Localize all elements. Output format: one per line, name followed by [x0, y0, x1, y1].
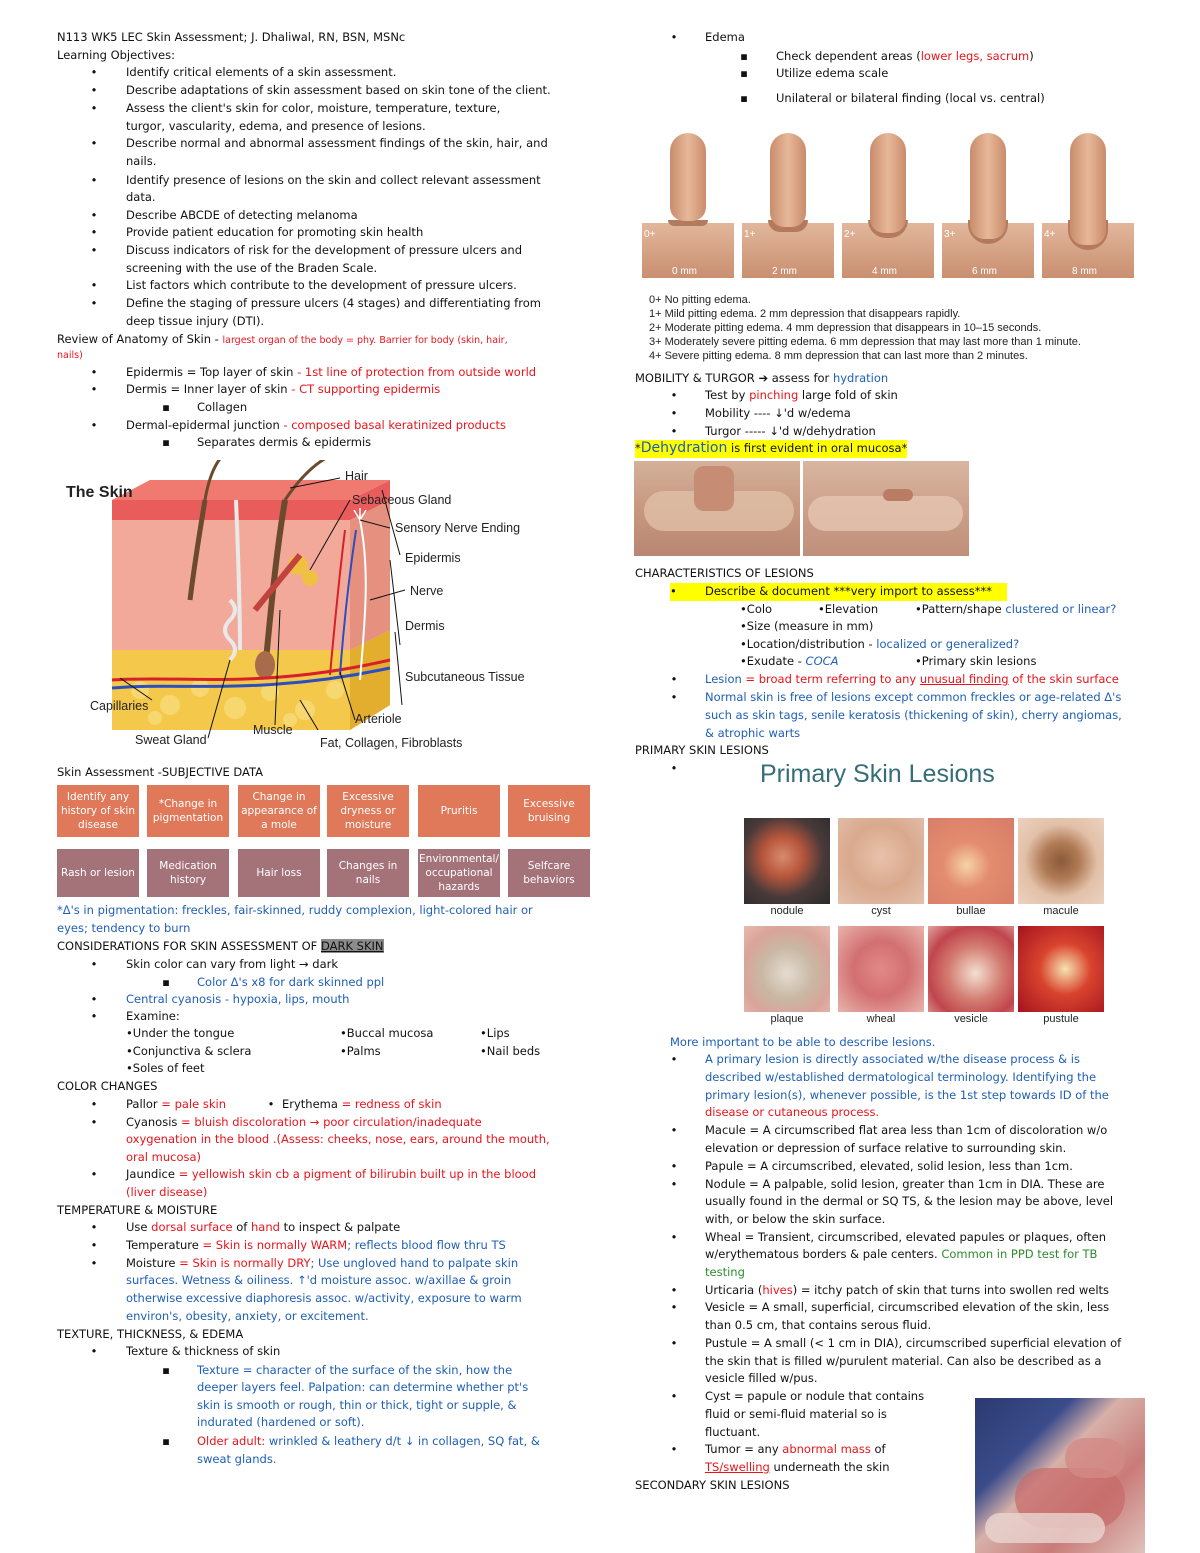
mm-label: 4 mm — [872, 266, 897, 277]
objective-item: Describe adaptations of skin assessment based on skin tone of the client. — [126, 83, 551, 97]
dermis-item: Dermis = Inner layer of skin - CT supporting epidermis — [126, 382, 441, 396]
exam-site: •Buccal mucosa — [340, 1026, 434, 1040]
finger — [1070, 133, 1106, 245]
diagram-label: Fat, Collagen, Fibroblasts — [320, 736, 463, 750]
bullet: • — [670, 1442, 678, 1456]
bullet: • — [90, 83, 98, 97]
subjective-heading: Skin Assessment -SUBJECTIVE DATA — [57, 765, 264, 779]
lesion-photo — [744, 818, 830, 904]
exam-site: •Conjunctiva & sclera — [126, 1044, 252, 1058]
edema-panel — [742, 128, 834, 278]
primary-def: disease or cutaneous process. — [705, 1105, 880, 1119]
moisture-cont: otherwise excessive diaphoresis assoc. w/activity, exposure to warm — [126, 1291, 522, 1305]
bullet: • — [670, 424, 678, 438]
use-item: Use dorsal surface of hand to inspect & palpate — [126, 1220, 401, 1234]
pinch-item: Test by pinching large fold of skin — [705, 388, 898, 402]
texture-def: deeper layers feel. Palpation: can determine whether pt's — [197, 1380, 529, 1394]
bullet: • — [90, 1009, 98, 1023]
objective-item: data. — [126, 190, 156, 204]
pigmentation-note: *Δ's in pigmentation: freckles, fair-skinned, ruddy complexion, light-colored hair or — [57, 903, 533, 917]
objective-item: List factors which contribute to the development of pressure ulcers. — [126, 278, 517, 292]
junction-item: Dermal-epidermal junction - composed basal keratinized products — [126, 418, 506, 432]
lesion-char: •Pattern/shape clustered or linear? — [915, 602, 1117, 616]
tumor-def: TS/swelling underneath the skin — [705, 1460, 890, 1474]
diagram-label: Arteriole — [355, 712, 402, 726]
lesion-photo — [1018, 926, 1104, 1012]
bullet: • — [670, 1336, 678, 1350]
normal-skin-cont: such as skin tags, senile keratosis (thickening of skin), cherry angiomas, — [705, 708, 1122, 722]
bullet: • — [670, 672, 678, 686]
bullet: • — [670, 761, 678, 775]
mobility-item: Mobility ---- ↓'d w/edema — [705, 406, 851, 420]
pitting-edema-figure — [637, 108, 1145, 368]
bullet: ▪ — [740, 66, 748, 80]
subjective-box: Medication history — [147, 849, 229, 897]
secondary-lesions-heading: SECONDARY SKIN LESIONS — [635, 1478, 790, 1492]
vesicle-def: than 0.5 cm, that contains serous fluid. — [705, 1318, 932, 1332]
diagram-label: Epidermis — [405, 551, 461, 565]
texture-def: Texture = character of the surface of the skin, how the — [197, 1363, 513, 1377]
urticaria-photo — [975, 1398, 1145, 1553]
diagram-label: Nerve — [410, 584, 444, 598]
bullet: • — [90, 1256, 98, 1270]
edema-legend-line: 0+ No pitting edema. — [649, 294, 751, 306]
bullet: • — [90, 101, 98, 115]
skin-diagram — [60, 460, 540, 755]
finger — [670, 133, 706, 221]
primary-def: described w/established dermatological terminology. Identifying the — [705, 1070, 1097, 1084]
lesion-photo — [838, 926, 924, 1012]
texture-heading: TEXTURE, THICKNESS, & EDEMA — [57, 1327, 244, 1341]
bullet: • — [670, 30, 678, 44]
jaundice-cont: (liver disease) — [126, 1185, 208, 1199]
turgor-item: Turgor ----- ↓'d w/dehydration — [705, 424, 876, 438]
bullet: • — [670, 1283, 678, 1297]
bullet: • — [670, 388, 678, 402]
grade-label: 2+ — [844, 229, 856, 240]
lesion-photo — [1018, 818, 1104, 904]
papule-def: Papule = A circumscribed, elevated, solid lesion, less than 1cm. — [705, 1159, 1073, 1173]
erythema-item: Erythema = redness of skin — [282, 1097, 442, 1111]
lesion-char: •Elevation — [818, 602, 879, 616]
edema-check: Check dependent areas (lower legs, sacrum) — [776, 49, 1034, 63]
mm-label: 2 mm — [772, 266, 797, 277]
dark-skin-heading: CONSIDERATIONS FOR SKIN ASSESSMENT OF DARK SKIN — [57, 939, 384, 953]
lesion-photo — [928, 818, 1014, 904]
lesion-caption: plaque — [770, 1013, 804, 1025]
lesion-photo — [838, 818, 924, 904]
lesions-heading: CHARACTERISTICS OF LESIONS — [635, 566, 814, 580]
primary-def: primary lesion(s), whenever possible, is the 1st step towards ID of the — [705, 1088, 1109, 1102]
bullet: • — [90, 418, 98, 432]
bullet: • — [670, 690, 678, 704]
subjective-box: Excessive dryness or moisture — [327, 785, 409, 837]
wheal-def: Wheal = Transient, circumscribed, elevated papules or plaques, often — [705, 1230, 1106, 1244]
finger — [770, 133, 806, 227]
describe-item: • Describe & document ***very import to assess*** — [670, 583, 1007, 601]
edema-legend-line: 3+ Moderately severe pitting edema. 6 mm depression that may last more than 1 minute. — [649, 336, 1081, 348]
pustule-def: vesicle filled w/pus. — [705, 1371, 818, 1385]
finger — [970, 133, 1006, 239]
bullet: ▪ — [740, 49, 748, 63]
dehydration-note: *Dehydration is first evident in oral mucosa* — [635, 440, 908, 456]
objective-item: deep tissue injury (DTI). — [126, 314, 265, 328]
pustule-def: the skin that is filled w/purulent material. Can also be described as a — [705, 1354, 1102, 1368]
objective-item: turgor, vascularity, edema, and presence of lesions. — [126, 119, 426, 133]
mm-label: 8 mm — [1072, 266, 1097, 277]
texture-item: Texture & thickness of skin — [126, 1344, 281, 1358]
skin-tenting-photo — [803, 461, 969, 556]
more-important: More important to be able to describe lesions. — [670, 1035, 936, 1049]
bullet: • — [90, 382, 98, 396]
diagram-label: Muscle — [253, 723, 293, 737]
pustule-def: Pustule = A small (< 1 cm in DIA), circumscribed superficial elevation of — [705, 1336, 1122, 1350]
bullet: • — [90, 136, 98, 150]
subjective-box: Changes in nails — [327, 849, 409, 897]
examine-item: Examine: — [126, 1009, 180, 1023]
subjective-box: Pruritis — [418, 785, 500, 837]
subjective-box: Rash or lesion — [57, 849, 139, 897]
subjective-box: Selfcare behaviors — [508, 849, 590, 897]
epidermis-item: Epidermis = Top layer of skin - 1st line of protection from outside world — [126, 365, 537, 379]
lesion-caption: vesicle — [954, 1013, 988, 1025]
mobility-heading: MOBILITY & TURGOR ➔ assess for hydration — [635, 371, 889, 385]
wheal-def: w/erythematous borders & pale centers. Common in PPD test for TB — [705, 1247, 1098, 1261]
lesion-def: Lesion = broad term referring to any unusual finding of the skin surface — [705, 672, 1119, 686]
nodule-def: Nodule = A palpable, solid lesion, greater than 1cm in DIA. These are — [705, 1177, 1105, 1191]
lesion-char: •Size (measure in mm) — [740, 619, 874, 633]
grade-label: 0+ — [644, 229, 656, 240]
edema-panel — [842, 128, 934, 278]
bullet: • — [670, 1389, 678, 1403]
lesion-char: •Exudate - COCA — [740, 654, 839, 668]
macule-def: Macule = A circumscribed flat area less than 1cm of discoloration w/o — [705, 1123, 1108, 1137]
objective-item: Describe normal and abnormal assessment findings of the skin, hair, and — [126, 136, 548, 150]
lesion-caption: bullae — [956, 905, 986, 917]
lesion-caption: macule — [1043, 905, 1079, 917]
edema-scale: Utilize edema scale — [776, 66, 889, 80]
edema-item: Edema — [705, 30, 745, 44]
wheal-def: testing — [705, 1265, 745, 1279]
objective-item: Define the staging of pressure ulcers (4 stages) and differentiating from — [126, 296, 541, 310]
cyanosis-item: Cyanosis = bluish discoloration → poor circulation/inadequate — [126, 1115, 482, 1129]
normal-skin-cont: & atrophic warts — [705, 726, 801, 740]
objective-item: nails. — [126, 154, 157, 168]
primary-lesions-heading: PRIMARY SKIN LESIONS — [635, 743, 769, 757]
exam-site: •Palms — [340, 1044, 381, 1058]
bullet: ▪ — [162, 400, 170, 414]
lesion-caption: pustule — [1043, 1013, 1079, 1025]
primary-lesions-figure — [732, 760, 1150, 1030]
figure-title: Primary Skin Lesions — [760, 760, 995, 788]
pallor-item: Pallor = pale skin — [126, 1097, 226, 1111]
bullet: ▪ — [162, 975, 170, 989]
objective-item: Provide patient education for promoting skin health — [126, 225, 424, 239]
cyanosis-cont: oral mucosa) — [126, 1150, 202, 1164]
page-title: N113 WK5 LEC Skin Assessment; J. Dhaliwal, RN, BSN, MSNc — [57, 30, 406, 44]
bullet: • — [90, 1115, 98, 1129]
bullet: • — [90, 1167, 98, 1181]
diagram-title: The Skin — [66, 484, 133, 501]
bullet: • — [670, 1159, 678, 1173]
vesicle-def: Vesicle = A small, superficial, circumscribed elevation of the skin, less — [705, 1300, 1110, 1314]
bullet: • — [670, 1177, 678, 1191]
lesion-photo — [744, 926, 830, 1012]
temp-item: Temperature = Skin is normally WARM; reflects blood flow thru TS — [126, 1238, 506, 1252]
pigmentation-note-cont: eyes; tendency to burn — [57, 921, 191, 935]
exam-site: •Nail beds — [480, 1044, 541, 1058]
bullet: ▪ — [162, 1434, 170, 1448]
bullet: • — [90, 1344, 98, 1358]
objective-item: screening with the use of the Braden Scale. — [126, 261, 378, 275]
cyst-def: Cyst = papule or nodule that contains — [705, 1389, 925, 1403]
macule-def: elevation or depression of surface relative to surrounding skin. — [705, 1141, 1067, 1155]
older-adult-item: Older adult: wrinkled & leathery d/t ↓ in collagen, SQ fat, & — [197, 1434, 540, 1448]
temperature-heading: TEMPERATURE & MOISTURE — [57, 1203, 218, 1217]
finger — [870, 133, 906, 233]
bullet: • — [90, 365, 98, 379]
edema-unilateral: Unilateral or bilateral finding (local vs. central) — [776, 91, 1045, 105]
anatomy-heading-cont: nails) — [57, 350, 83, 361]
edema-panel — [1042, 128, 1134, 278]
exam-site: •Lips — [480, 1026, 510, 1040]
edema-panel — [642, 128, 734, 278]
lesion-caption: nodule — [770, 905, 804, 917]
subjective-box: Hair loss — [238, 849, 320, 897]
normal-skin: Normal skin is free of lesions except common freckles or age-related Δ's — [705, 690, 1122, 704]
bullet: • — [90, 1097, 98, 1111]
grade-label: 4+ — [1044, 229, 1056, 240]
lesion-caption: wheal — [866, 1013, 896, 1025]
diagram-label: Sebaceous Gland — [352, 493, 452, 507]
anatomy-heading: Review of Anatomy of Skin - largest organ of the body = phy. Barrier for body (skin, hair, — [57, 332, 508, 346]
subjective-box: Environmental/ occupational hazards — [418, 849, 500, 897]
bullet: • — [90, 296, 98, 310]
mm-label: 6 mm — [972, 266, 997, 277]
bullet: ▪ — [162, 1363, 170, 1377]
bullet: • — [90, 208, 98, 222]
diagram-label: Dermis — [405, 619, 445, 633]
lesion-char: •Primary skin lesions — [915, 654, 1037, 668]
diagram-label: Subcutaneous Tissue — [405, 670, 525, 684]
bullet: • — [670, 1300, 678, 1314]
color-delta-item: Color Δ's x8 for dark skinned ppl — [197, 975, 385, 989]
objective-item: Identify critical elements of a skin assessment. — [126, 65, 397, 79]
bullet: • — [90, 957, 98, 971]
primary-def: A primary lesion is directly associated w/the disease process & is — [705, 1052, 1080, 1066]
objective-item: Assess the client's skin for color, moisture, temperature, texture, — [126, 101, 501, 115]
lesion-photo — [928, 926, 1014, 1012]
diagram-label: Sweat Gland — [135, 733, 207, 747]
skin-turgor-photo — [634, 461, 800, 556]
older-adult-cont: sweat glands. — [197, 1452, 277, 1466]
edema-legend-line: 1+ Mild pitting edema. 2 mm depression that disappears rapidly. — [649, 308, 961, 320]
color-vary-item: Skin color can vary from light → dark — [126, 957, 339, 971]
separates-item: Separates dermis & epidermis — [197, 435, 372, 449]
cyst-def: fluid or semi-fluid material so is — [705, 1407, 887, 1421]
bullet: • — [90, 173, 98, 187]
tumor-def: Tumor = any abnormal mass of — [705, 1442, 886, 1456]
texture-def: skin is smooth or rough, thin or thick, tight or supple, & — [197, 1398, 517, 1412]
urticaria-def: Urticaria (hives) = itchy patch of skin that turns into swollen red welts — [705, 1283, 1110, 1297]
exam-site: •Soles of feet — [126, 1061, 205, 1075]
grade-label: 3+ — [944, 229, 956, 240]
edema-legend-line: 4+ Severe pitting edema. 8 mm depression that can last more than 2 minutes. — [649, 350, 1028, 362]
bullet: • — [90, 992, 98, 1006]
grade-label: 1+ — [744, 229, 756, 240]
moisture-cont: surfaces. Wetness & oiliness. ↑'d moisture assoc. w/axillae & groin — [126, 1273, 512, 1287]
bullet: ▪ — [740, 91, 748, 105]
edema-panel — [942, 128, 1034, 278]
bullet: • — [90, 65, 98, 79]
bullet: • — [90, 1238, 98, 1252]
texture-def: indurated (hardened or soft). — [197, 1415, 365, 1429]
bullet: • — [670, 406, 678, 420]
bullet: ▪ — [162, 435, 170, 449]
cyanosis-cont: oxygenation in the blood .(Assess: cheeks, nose, ears, around the mouth, — [126, 1132, 550, 1146]
lesion-char: •Colo — [740, 602, 773, 616]
bullet: • — [670, 1052, 678, 1066]
edema-legend-line: 2+ Moderate pitting edema. 4 mm depression that disappears in 10–15 seconds. — [649, 322, 1042, 334]
objective-item: Describe ABCDE of detecting melanoma — [126, 208, 358, 222]
objectives-heading: Learning Objectives: — [57, 48, 175, 62]
moisture-item: Moisture = Skin is normally DRY; Use ungloved hand to palpate skin — [126, 1256, 519, 1270]
diagram-label: Hair — [345, 469, 368, 483]
cyst-def: fluctuant. — [705, 1425, 761, 1439]
subjective-box: Excessive bruising — [508, 785, 590, 837]
bullet: • — [670, 1230, 678, 1244]
objective-item: Discuss indicators of risk for the development of pressure ulcers and — [126, 243, 523, 257]
nodule-def: usually found in the dermal or SQ TS, & the lesion may be above, level — [705, 1194, 1114, 1208]
bullet: • — [90, 243, 98, 257]
mm-label: 0 mm — [672, 266, 697, 277]
bullet: • — [90, 278, 98, 292]
lesion-char: •Location/distribution - localized or generalized? — [740, 637, 1020, 651]
bullet: • — [267, 1097, 275, 1111]
moisture-cont: environ's, obesity, anxiety, or excitement. — [126, 1309, 369, 1323]
subjective-box: Identify any history of skin disease — [57, 785, 139, 837]
bullet: • — [90, 1220, 98, 1234]
jaundice-item: Jaundice = yellowish skin cb a pigment of bilirubin built up in the blood — [126, 1167, 537, 1181]
subjective-box: *Change in pigmentation — [147, 785, 229, 837]
objective-item: Identify presence of lesions on the skin and collect relevant assessment — [126, 173, 541, 187]
diagram-label: Capillaries — [90, 699, 149, 713]
bullet: • — [90, 225, 98, 239]
subjective-box: Change in appearance of a mole — [238, 785, 320, 837]
diagram-label: Sensory Nerve Ending — [395, 521, 521, 535]
lesion-caption: cyst — [871, 905, 891, 917]
collagen-item: Collagen — [197, 400, 248, 414]
exam-site: •Under the tongue — [126, 1026, 235, 1040]
central-cyanosis-item: Central cyanosis - hypoxia, lips, mouth — [126, 992, 350, 1006]
nodule-def: with, or below the skin surface. — [705, 1212, 886, 1226]
color-changes-heading: COLOR CHANGES — [57, 1079, 158, 1093]
bullet: • — [670, 1123, 678, 1137]
